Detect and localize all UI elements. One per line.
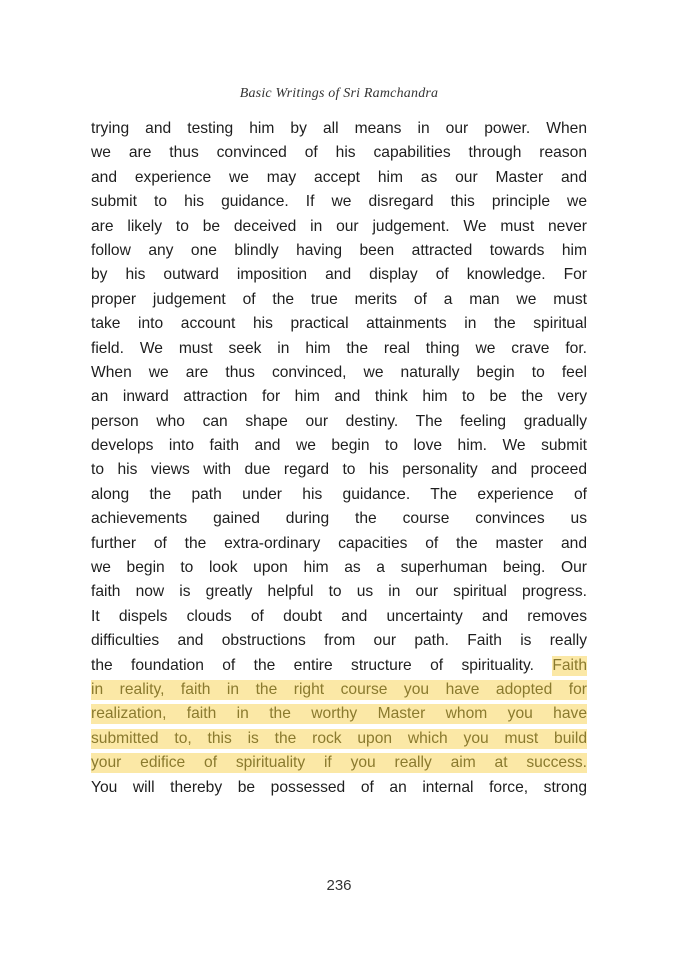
text-line — [91, 288, 587, 312]
text-line-content — [91, 580, 587, 604]
text-line — [91, 532, 587, 556]
text-segment: You will thereby be possessed of an internal force, strong — [91, 778, 587, 796]
highlighted-text: in reality, faith in the right course you have adopted for — [91, 680, 587, 698]
body-text — [91, 117, 587, 800]
text-line-content — [91, 556, 587, 580]
text-line — [91, 556, 587, 580]
text-line — [91, 776, 587, 800]
text-line-content — [91, 629, 587, 653]
text-segment: field. We must seek in him the real thing we crave for. — [91, 339, 587, 357]
text-line — [91, 727, 587, 751]
text-segment: trying and testing him by all means in our power. When — [91, 120, 587, 137]
text-line — [91, 263, 587, 287]
text-line-content — [91, 678, 587, 702]
text-line — [91, 580, 587, 604]
text-line-content — [91, 702, 587, 726]
text-segment: along the path under his guidance. The experience of — [91, 485, 587, 503]
text-line — [91, 190, 587, 214]
highlighted-text: realization, faith in the worthy Master whom you have — [91, 705, 587, 723]
text-line — [91, 312, 587, 336]
page-number: 236 — [326, 877, 352, 894]
text-line-content — [91, 605, 587, 629]
text-line — [91, 434, 587, 458]
text-line-content — [91, 239, 587, 263]
running-head: Basic Writings of Sri Ramchandra — [239, 86, 439, 101]
text-segment: It dispels clouds of doubt and uncertainty and removes — [91, 607, 587, 625]
text-line-content — [91, 483, 587, 507]
text-line — [91, 702, 587, 726]
text-segment: When we are thus convinced, we naturally begin to feel — [91, 363, 587, 381]
highlighted-text: submitted to, this is the rock upon which you must build — [91, 729, 587, 747]
text-segment: an inward attraction for him and think him to be the very — [91, 388, 587, 406]
text-line-content — [91, 312, 587, 336]
text-line — [91, 141, 587, 165]
text-segment: to his views with due regard to his personality and proceed — [91, 461, 587, 479]
text-line-content — [91, 288, 587, 312]
text-line — [91, 507, 587, 531]
text-line — [91, 410, 587, 434]
text-line — [91, 117, 587, 141]
text-line-content — [91, 776, 587, 800]
text-segment: by his outward imposition and display of knowledge. For — [91, 266, 587, 284]
text-line-content — [91, 532, 587, 556]
text-line — [91, 678, 587, 702]
text-line — [91, 458, 587, 482]
text-line-content — [91, 215, 587, 239]
text-segment: person who can shape our destiny. The feeling gradually — [91, 412, 587, 430]
text-line-content — [91, 361, 587, 385]
text-line — [91, 215, 587, 239]
text-line — [91, 654, 587, 678]
text-line-content — [91, 727, 587, 751]
text-line-content — [91, 385, 587, 409]
highlighted-text: your edifice of spirituality if you really aim at success. — [91, 754, 587, 772]
text-segment: difficulties and obstructions from our path. Faith is really — [91, 632, 587, 650]
highlighted-text: Faith — [552, 656, 587, 674]
text-segment: proper judgement of the true merits of a man we must — [91, 290, 587, 308]
text-line-content — [91, 458, 587, 482]
text-segment: the foundation of the entire structure of spirituality. — [91, 656, 553, 674]
text-line-content — [91, 410, 587, 434]
text-segment: take into account his practical attainments in the spiritual — [91, 315, 587, 333]
text-segment: follow any one blindly having been attracted towards him — [91, 241, 587, 259]
text-line-content — [91, 507, 587, 531]
text-line-content — [91, 654, 587, 678]
text-line — [91, 751, 587, 775]
text-segment: submit to his guidance. If we disregard this principle we — [91, 193, 587, 211]
text-segment: we begin to look upon him as a superhuman being. Our — [91, 559, 587, 577]
text-line-content — [91, 434, 587, 458]
text-segment: achievements gained during the course convinces us — [91, 510, 587, 528]
text-segment: and experience we may accept him as our Master and — [91, 168, 587, 186]
text-line-content — [91, 117, 587, 141]
text-line-content — [91, 190, 587, 214]
text-segment: further of the extra-ordinary capacities of the master and — [91, 534, 587, 552]
text-line — [91, 337, 587, 361]
text-line — [91, 361, 587, 385]
text-line — [91, 239, 587, 263]
text-segment: faith now is greatly helpful to us in our spiritual progress. — [91, 583, 587, 601]
text-line-content — [91, 337, 587, 361]
text-line — [91, 166, 587, 190]
text-segment: develops into faith and we begin to love him. We submit — [91, 437, 587, 455]
text-line — [91, 605, 587, 629]
text-line-content — [91, 263, 587, 287]
text-line-content — [91, 141, 587, 165]
text-line-content — [91, 751, 587, 775]
text-segment: are likely to be deceived in our judgement. We must never — [91, 217, 587, 235]
text-line — [91, 483, 587, 507]
text-segment: we are thus convinced of his capabilities through reason — [91, 144, 587, 162]
text-line — [91, 385, 587, 409]
text-line — [91, 629, 587, 653]
text-line-content — [91, 166, 587, 190]
